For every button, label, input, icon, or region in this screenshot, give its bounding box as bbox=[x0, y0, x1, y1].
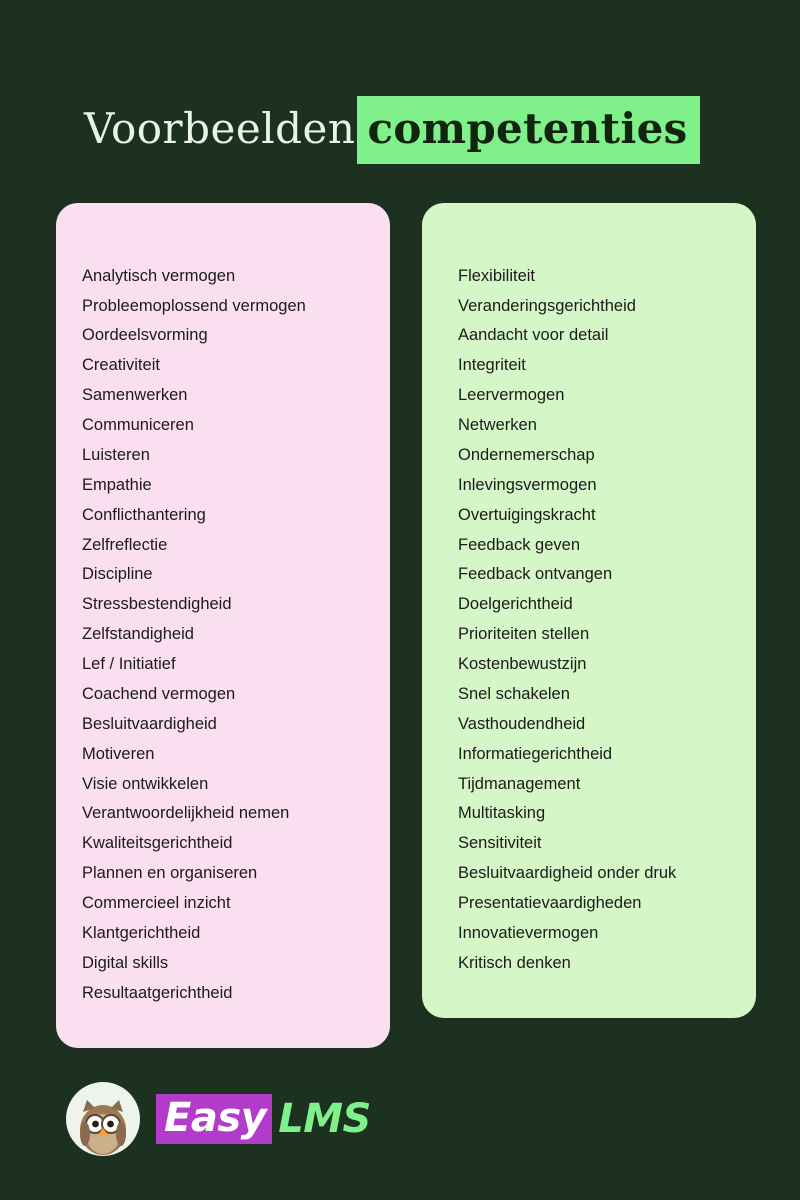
list-item: Oordeelsvorming bbox=[82, 326, 208, 345]
list-item: Commercieel inzicht bbox=[82, 894, 231, 913]
list-item: Ondernemerschap bbox=[458, 445, 595, 464]
title-plain-text: Voorbeelden bbox=[84, 104, 356, 153]
list-item: Zelfstandigheid bbox=[82, 625, 194, 644]
list-item: Communiceren bbox=[82, 416, 194, 435]
list-item: Creativiteit bbox=[82, 356, 160, 375]
list-item: Zelfreflectie bbox=[82, 535, 168, 554]
list-item: Tijdmanagement bbox=[458, 774, 581, 793]
list-item: Flexibiliteit bbox=[458, 266, 536, 285]
list-item: Motiveren bbox=[82, 744, 155, 763]
list-item: Informatiegerichtheid bbox=[458, 744, 613, 763]
right-competency-card bbox=[422, 203, 756, 1018]
left-competency-list bbox=[56, 261, 390, 1008]
title-highlight-text: competenties bbox=[357, 96, 699, 164]
footer-logo bbox=[66, 1082, 371, 1156]
list-item: Discipline bbox=[82, 565, 153, 584]
list-item: Samenwerken bbox=[82, 386, 188, 405]
list-item: Integriteit bbox=[458, 356, 526, 375]
list-item: Presentatievaardigheden bbox=[458, 894, 642, 913]
list-item: Plannen en organiseren bbox=[82, 864, 258, 883]
list-item: Snel schakelen bbox=[458, 684, 570, 703]
list-item: Leervermogen bbox=[458, 386, 565, 405]
list-item: Aandacht voor detail bbox=[458, 326, 609, 345]
list-item: Stressbestendigheid bbox=[82, 595, 232, 614]
list-item: Resultaatgerichtheid bbox=[82, 983, 233, 1002]
list-item: Besluitvaardigheid onder druk bbox=[458, 864, 677, 883]
list-item: Lef / Initiatief bbox=[82, 655, 176, 674]
list-item: Kwaliteitsgerichtheid bbox=[82, 834, 233, 853]
list-item: Probleemoplossend vermogen bbox=[82, 296, 306, 315]
list-item: Veranderingsgerichtheid bbox=[458, 296, 636, 315]
list-item: Visie ontwikkelen bbox=[82, 774, 209, 793]
competency-columns bbox=[56, 203, 756, 1048]
list-item: Feedback ontvangen bbox=[458, 565, 613, 584]
list-item: Kritisch denken bbox=[458, 953, 571, 972]
list-item: Innovatievermogen bbox=[458, 923, 599, 942]
list-item: Digital skills bbox=[82, 953, 169, 972]
list-item: Doelgerichtheid bbox=[458, 595, 573, 614]
list-item: Feedback geven bbox=[458, 535, 581, 554]
list-item: Besluitvaardigheid bbox=[82, 714, 217, 733]
logo-easy-text: Easy bbox=[156, 1094, 272, 1144]
right-competency-list bbox=[422, 261, 756, 978]
list-item: Luisteren bbox=[82, 445, 150, 464]
list-item: Empathie bbox=[82, 475, 152, 494]
list-item: Inlevingsvermogen bbox=[458, 475, 597, 494]
list-item: Analytisch vermogen bbox=[82, 266, 236, 285]
list-item: Coachend vermogen bbox=[82, 684, 236, 703]
list-item: Verantwoordelijkheid nemen bbox=[82, 804, 290, 823]
owl-mascot-icon bbox=[66, 1082, 140, 1156]
list-item: Conflicthantering bbox=[82, 505, 206, 524]
left-competency-card bbox=[56, 203, 390, 1048]
logo-lms-text: LMS bbox=[278, 1096, 371, 1142]
page-title bbox=[84, 96, 700, 164]
list-item: Overtuigingskracht bbox=[458, 505, 596, 524]
list-item: Prioriteiten stellen bbox=[458, 625, 590, 644]
list-item: Sensitiviteit bbox=[458, 834, 542, 853]
list-item: Klantgerichtheid bbox=[82, 923, 201, 942]
list-item: Vasthoudendheid bbox=[458, 714, 586, 733]
easylms-wordmark bbox=[156, 1094, 371, 1144]
list-item: Netwerken bbox=[458, 416, 537, 435]
list-item: Multitasking bbox=[458, 804, 546, 823]
list-item: Kostenbewustzijn bbox=[458, 655, 587, 674]
